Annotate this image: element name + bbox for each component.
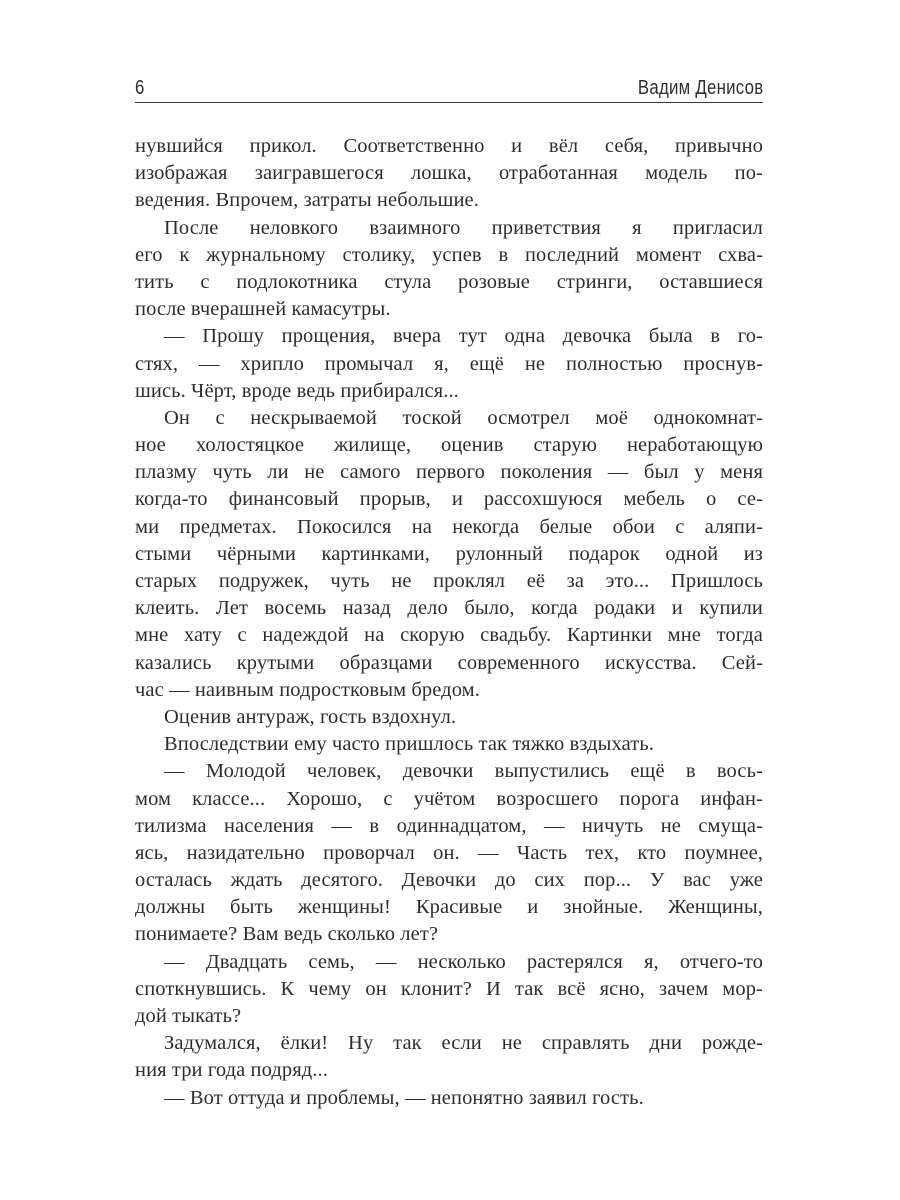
text-line: тить с подлокотника стула розовые стринги, оставшиеся [135, 270, 763, 293]
text-line: ми предметах. Покосился на некогда белые обои с аляпи- [135, 515, 763, 538]
running-title-author: Вадим Денисов [637, 77, 763, 99]
text-line: ведения. Впрочем, затраты небольшие. [135, 189, 479, 212]
text-line: Задумался, ёлки! Ну так если не справлять дни рожде- [164, 1032, 763, 1055]
text-line: после вчерашней камасутры. [135, 298, 391, 321]
text-line: плазму чуть ли не самого первого поколения — был у меня [135, 461, 763, 484]
text-line: час — наивным подростковым бредом. [135, 678, 480, 701]
text-line: должны быть женщины! Красивые и знойные. Женщины, [135, 896, 763, 919]
page-number: 6 [135, 77, 145, 99]
text-line: понимаете? Вам ведь сколько лет? [135, 923, 439, 946]
text-line: осталась ждать десятого. Девочки до сих пор... У вас уже [135, 869, 763, 892]
text-line: ное холостяцкое жилище, оценив старую неработающую [135, 434, 763, 457]
text-line: тилизма населения — в одиннадцатом, — ничуть не смуща- [135, 814, 763, 837]
text-line: — Молодой человек, девочки выпустились ещё в вось- [164, 760, 763, 783]
text-line: Оценив антураж, гость вздохнул. [164, 705, 457, 728]
text-line: споткнувшись. К чему он клонит? И так всё ясно, зачем мор- [135, 977, 763, 1000]
text-line: нувшийся прикол. Соответственно и вёл себя, привычно [135, 135, 763, 157]
running-header [135, 74, 763, 100]
text-line: мом классе... Хорошо, с учётом возросшего порога инфан- [135, 787, 763, 810]
text-line: шись. Чёрт, вроде ведь прибирался... [135, 379, 459, 402]
text-line: После неловкого взаимного приветствия я пригласил [164, 216, 763, 239]
text-line: Впоследствии ему часто пришлось так тяжко вздыхать. [164, 733, 655, 756]
text-line: ния три года подряд... [135, 1059, 329, 1082]
text-line: изображая заигравшегося лошка, отработанная модель по- [135, 162, 763, 185]
text-line: казались крутыми образцами современного искусства. Сей- [135, 651, 763, 674]
text-line: мне хату с надеждой на скорую свадьбу. Картинки мне тогда [135, 624, 763, 647]
body-text [135, 133, 763, 1112]
header-rule [135, 102, 763, 103]
text-line: когда-то финансовый прорыв, и рассохшуюся мебель о се- [135, 488, 763, 511]
text-line: ясь, назидательно проворчал он. — Часть тех, кто поумнее, [135, 841, 763, 864]
text-line: стях, — хрипло промычал я, ещё не полностью проснув- [135, 352, 763, 375]
text-line: — Прошу прощения, вчера тут одна девочка была в го- [164, 325, 763, 348]
text-line: клеить. Лет восемь назад дело было, когда родаки и купили [135, 597, 763, 620]
text-line: старых подружек, чуть не проклял её за это... Пришлось [135, 570, 763, 592]
text-line: его к журнальному столику, успев в последний момент схва- [135, 243, 763, 266]
text-line: Он с нескрываемой тоской осмотрел моё однокомнат- [164, 406, 763, 429]
text-line: стыми чёрными картинками, рулонный подарок одной из [135, 542, 763, 565]
text-line: — Двадцать семь, — несколько растерялся я, отчего-то [164, 950, 763, 973]
text-line: дой тыкать? [135, 1005, 242, 1027]
text-line: — Вот оттуда и проблемы, — непонятно заявил гость. [164, 1086, 644, 1109]
